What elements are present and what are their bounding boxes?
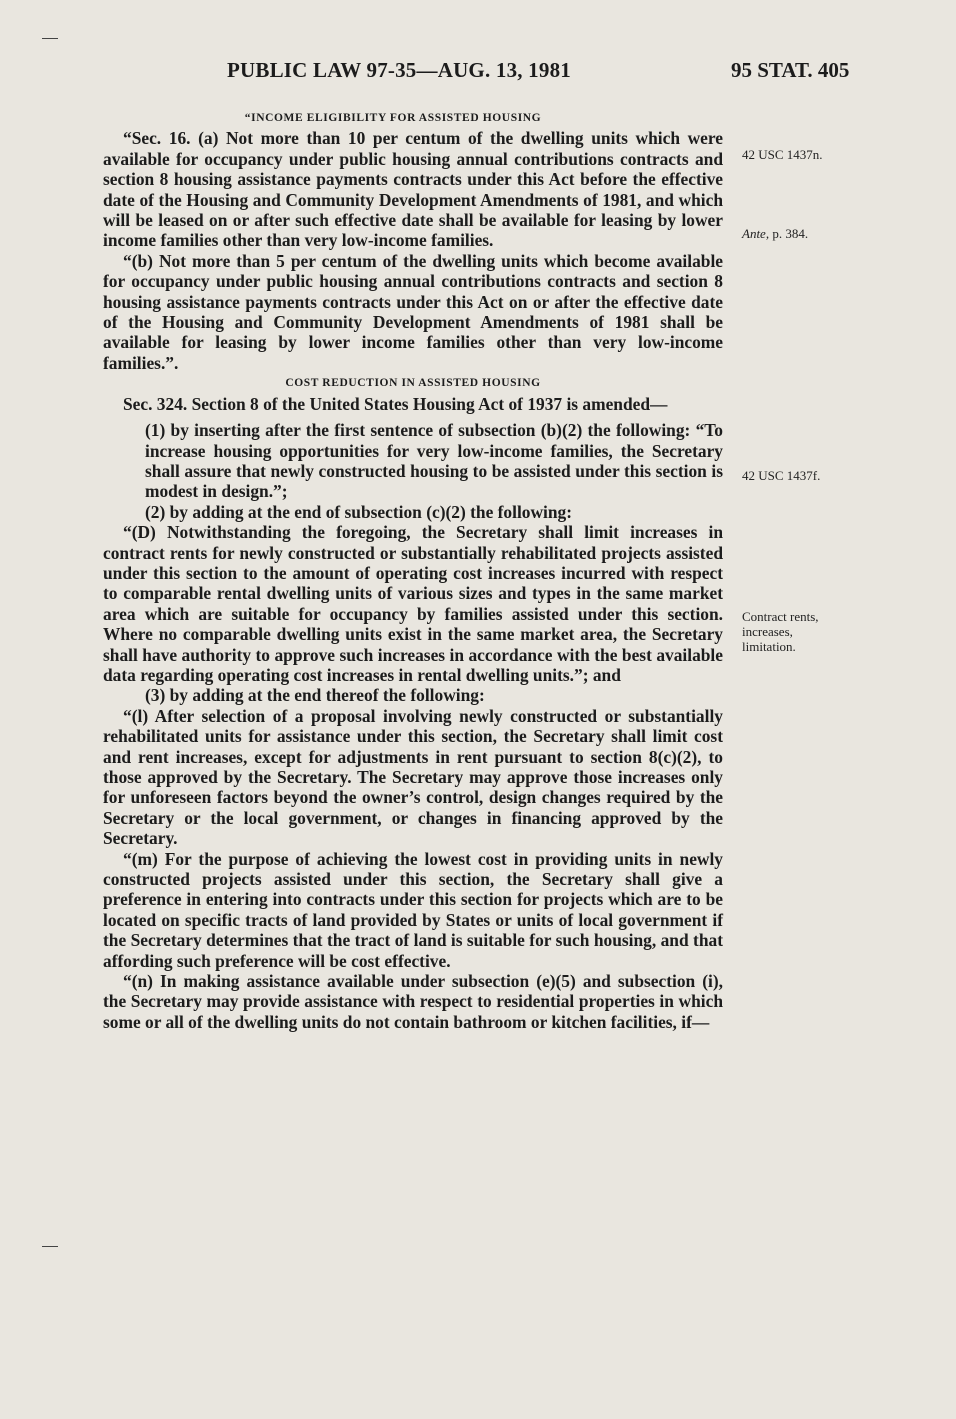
margin-note-ante — [742, 226, 942, 241]
margin-tick-bottom — [42, 1246, 58, 1247]
paragraph-sec-16-b: “(b) Not more than 5 per centum of the dwelling units which become available for occupancy under public housing annual contributions contracts and section 8 housing assistance payments contracts under this Act on or after the effective date of the Housing and Community Development Amendments of 1981 shall be available for leasing by lower income families other than very low-income families.”. — [103, 250, 723, 373]
paragraph-subsection-m: “(m) For the purpose of achieving the lowest cost in providing units in newly constructed projects assisted under this section, the Secretary shall give a preference in entering into contracts under this section for projects which are to be located on specific tracts of land provided by States or units of local government if the Secretary determines that the tract of land is suitable for such housing, and that affording such preference will be cost effective. — [103, 848, 723, 971]
paragraph-sec-16-a: “Sec. 16. (a) Not more than 10 per centum of the dwelling units which were available for occupancy under public housing annual contributions contracts and section 8 housing assistance payments contracts under this Act before the effective date of the Housing and Community Development Amendments of 1981, and which will be leased on or after such effective date shall be available for leasing by lower income families other than very low-income families. — [103, 128, 723, 251]
margin-note-ante-page: p. 384. — [772, 226, 809, 241]
margin-note-usc-1437f: 42 USC 1437f. — [742, 468, 821, 483]
section-heading-income-eligibility: “INCOME ELIGIBILITY FOR ASSISTED HOUSING — [244, 112, 542, 124]
paragraph-subsection-n: “(n) In making assistance available under subsection (e)(5) and subsection (i), the Secretary may provide assistance with respect to residential properties in which some or all of the dwelling units do not contain bathroom or kitchen facilities, if— — [103, 971, 723, 1032]
margin-note-contract-rents — [742, 609, 942, 654]
list-item-1: (1) by inserting after the first sentence of subsection (b)(2) the following: “To increase housing opportunities for very low-income families, the Secretary shall assure that newly constructed housing to be assisted under this section is modest in design.”; — [145, 420, 723, 502]
running-header: PUBLIC LAW 97-35—AUG. 13, 1981 — [227, 58, 571, 82]
list-item-3: (3) by adding at the end thereof the following: — [145, 685, 485, 706]
margin-note-ante-italic: Ante, — [742, 226, 770, 241]
paragraph-subsection-l: “(l) After selection of a proposal involving newly constructed or substantially rehabilitated units for assistance under this section, the Secretary shall limit cost and rent increases, except for adjustments in rent pursuant to section 8(c)(2), to those approved by the Secretary. The Secretary may approve those increases only for unforeseen factors beyond the owner’s control, design changes required by the Secretary or the local government, or changes in financing approved by the Secretary. — [103, 705, 723, 849]
margin-note-line: Contract rents, — [742, 609, 819, 624]
margin-note-line: limitation. — [742, 639, 796, 654]
paragraph-sec-324: Sec. 324. Section 8 of the United States Housing Act of 1937 is amended— — [123, 393, 668, 414]
section-heading-cost-reduction: COST REDUCTION IN ASSISTED HOUSING — [285, 377, 541, 390]
margin-note-line: increases, — [742, 624, 793, 639]
statute-body — [103, 108, 723, 1032]
margin-note-usc-1437n: 42 USC 1437n. — [742, 147, 823, 162]
margin-tick-top — [42, 38, 58, 39]
paragraph-subsection-d: “(D) Notwithstanding the foregoing, the Secretary shall limit increases in contract rents for newly constructed or substantially rehabilitated projects assisted under this section to the amount of operating cost increases incurred with respect to comparable rental dwelling units of various sizes and types in the same market area which are suitable for occupancy by families assisted under this section. Where no comparable dwelling units exist in the same market area, the Secretary shall have authority to approve such increases in accordance with the best available data regarding operating cost increases in rental dwelling units.”; and — [103, 522, 723, 685]
statute-page-number: 95 STAT. 405 — [731, 58, 850, 82]
list-item-2: (2) by adding at the end of subsection (c)(2) the following: — [145, 501, 573, 522]
